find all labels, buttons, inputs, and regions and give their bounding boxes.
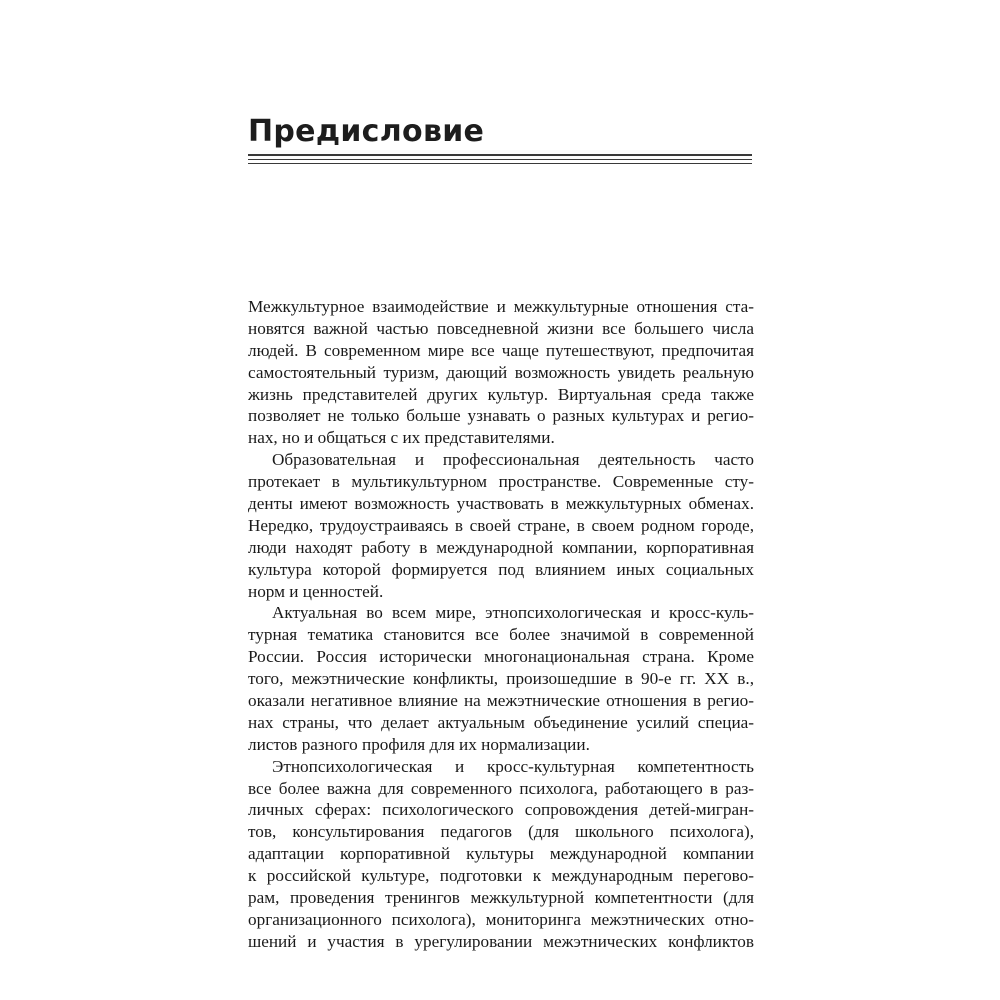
text-line: личных сферах: психологического сопровождения детей-мигран- [248,800,754,820]
text-line: адаптации корпоративной культуры международной компании [248,844,754,864]
text-line: нах, но и общаться с их представителями. [248,428,555,448]
page-title: Предисловие [248,114,485,149]
text-line: листов разного профиля для их нормализации. [248,734,590,754]
text-line: людей. В современном мире все чаще путешествуют, предпочитая [248,340,754,360]
text-line: Этнопсихологическая и кросс-культурная компетентность [272,756,754,776]
text-line: турная тематика становится все более значимой в современной [248,625,754,645]
text-line: Нередко, трудоустраиваясь в своей стране, в своем родном городе, [248,515,754,535]
text-line: оказали негативное влияние на межэтнические отношения в регио- [248,691,754,711]
text-line: Межкультурное взаимодействие и межкультурные отношения ста- [248,297,754,316]
text-line: жизнь представителей других культур. Виртуальная среда также [248,384,754,404]
text-line: к российской культуре, подготовки к международным перегово- [248,866,754,886]
text-line: денты имеют возможность участвовать в межкультурных обменах. [248,494,754,514]
title-rule-thick [248,154,752,156]
text-line: люди находят работу в международной компании, корпоративная [248,537,754,557]
paragraph [248,756,754,953]
paragraph [248,602,754,755]
paragraph [248,449,754,602]
text-line: тов, консультирования педагогов (для школьного психолога), [248,822,754,842]
body-text [248,296,754,953]
text-line: нах страны, что делает актуальным объединение усилий специа- [248,712,754,732]
text-line: все более важна для современного психолога, работающего в раз- [248,778,754,798]
text-line: протекает в мультикультурном пространстве. Современные сту- [248,472,754,492]
text-line: того, межэтнические конфликты, произошедшие в 90-е гг. XX в., [248,669,754,689]
title-rule-thin-2 [248,163,752,164]
text-line: России. Россия исторически многонациональная страна. Кроме [248,647,754,667]
text-line: шений и участия в урегулировании межэтнических конфликтов [248,931,754,951]
text-line: рам, проведения тренингов межкультурной компетентности (для [248,888,754,908]
text-line: Образовательная и профессиональная деятельность часто [272,450,754,470]
text-line: новятся важной частью повседневной жизни все большего числа [248,318,754,338]
text-line: норм и ценностей. [248,581,384,601]
text-line: самостоятельный туризм, дающий возможность увидеть реальную [248,362,754,382]
text-line: Актуальная во всем мире, этнопсихологическая и кросс-куль- [272,603,754,623]
text-line: организационного психолога), мониторинга межэтнических отно- [248,909,754,929]
title-rule-thin-1 [248,159,752,160]
text-line: позволяет не только больше узнавать о разных культурах и регио- [248,406,754,426]
text-line: культура которой формируется под влиянием иных социальных [248,559,754,579]
paragraph [248,296,754,449]
